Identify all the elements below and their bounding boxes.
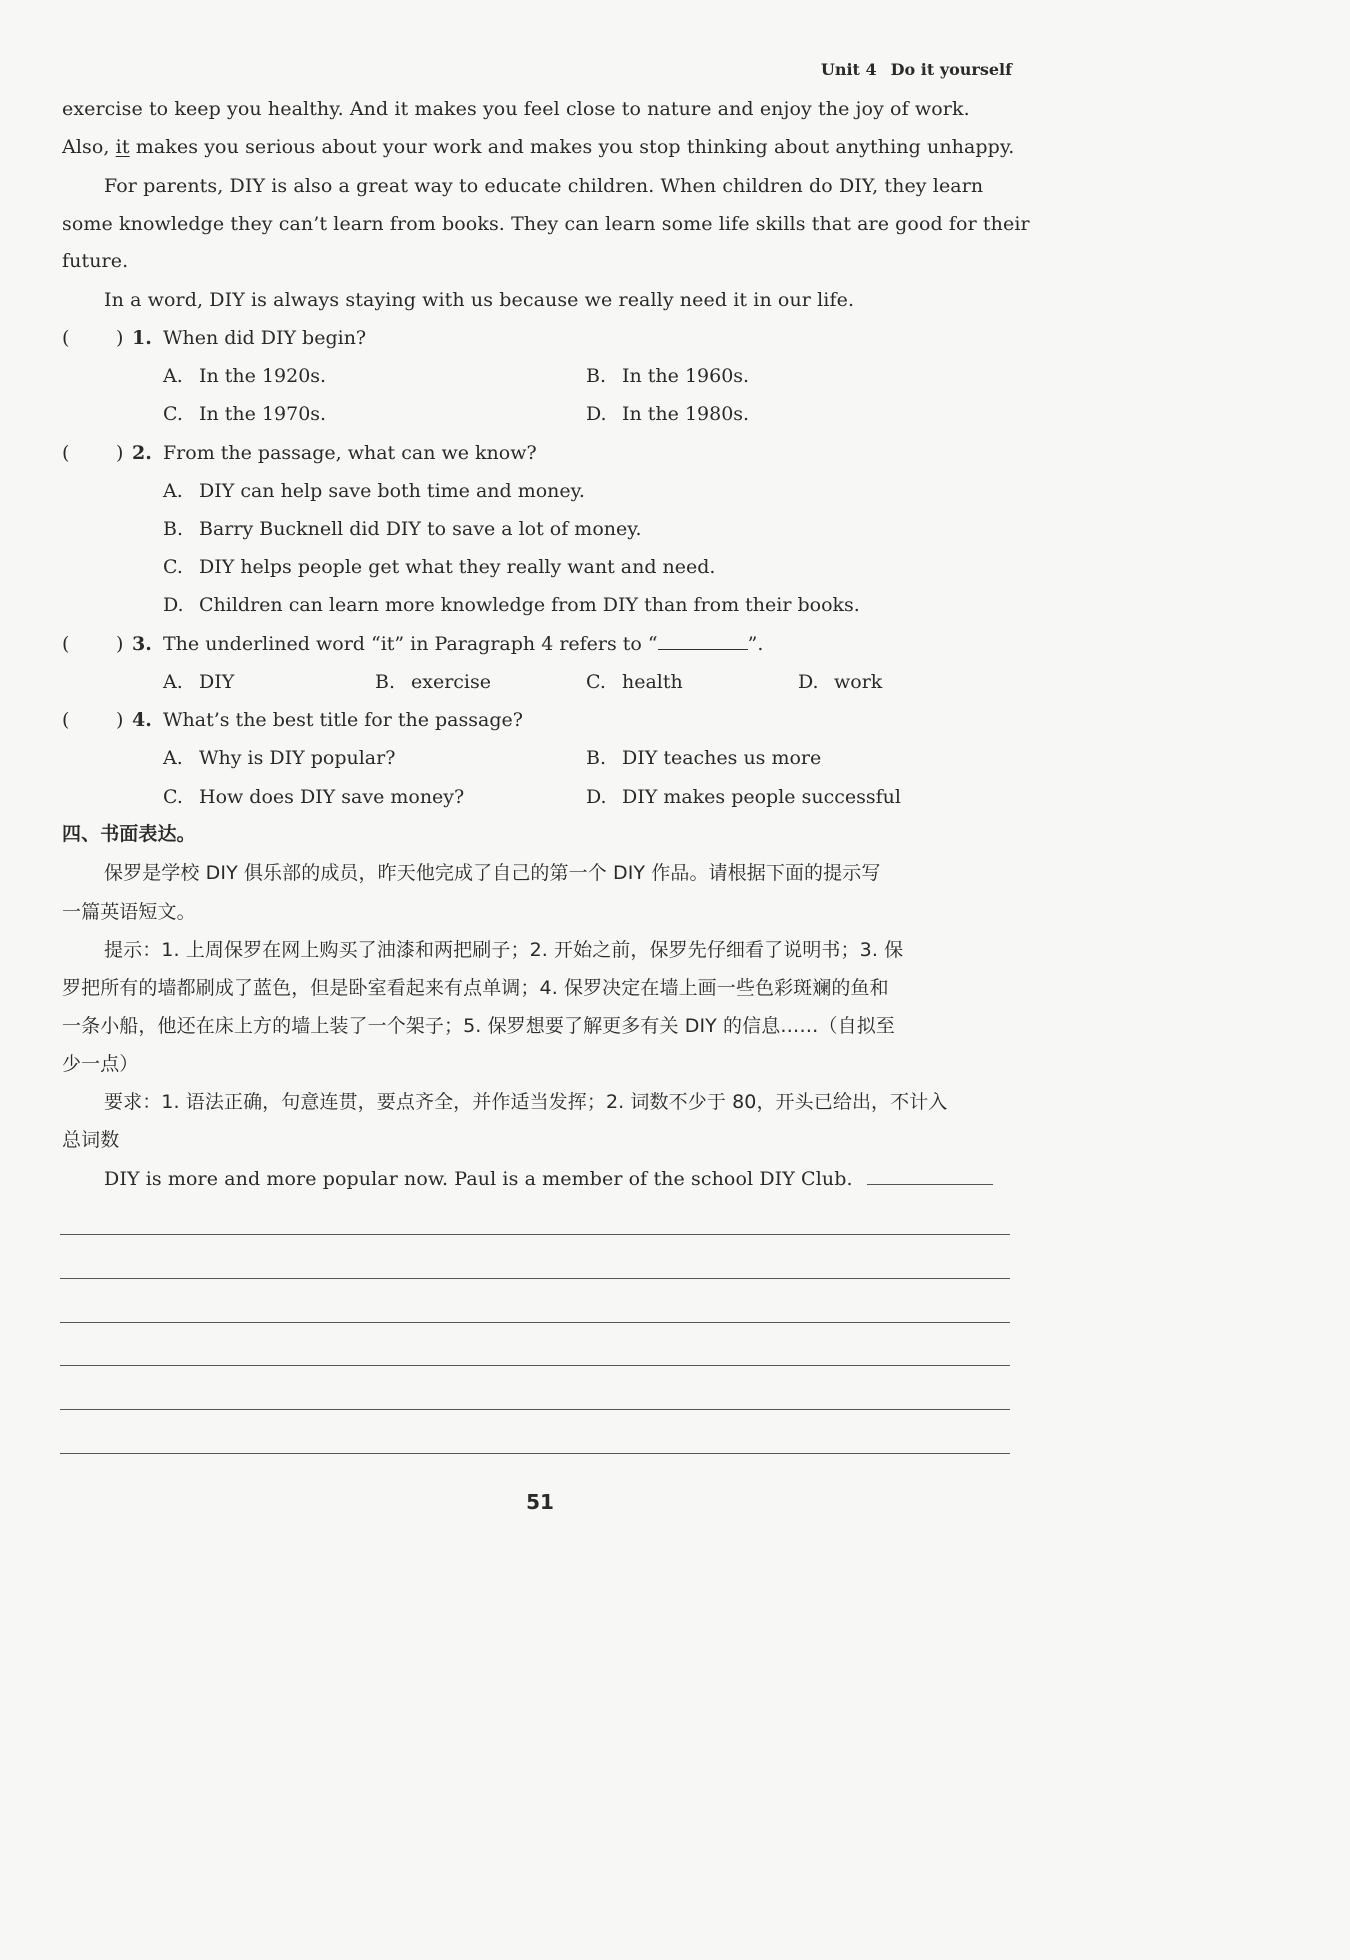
header-unit: Unit 4 — [820, 60, 877, 79]
writing-starter — [62, 1164, 1054, 1194]
answer-line[interactable] — [867, 1164, 993, 1185]
question-number: 2. — [132, 442, 152, 464]
option-letter: B. — [586, 365, 607, 387]
stem-text: The underlined word “it” in Paragraph 4 refers to “ — [163, 633, 658, 655]
passage-line: future. — [62, 250, 129, 272]
answer-line[interactable] — [60, 1365, 1010, 1366]
option-letter: B. — [586, 747, 607, 769]
option-text: DIY makes people successful — [622, 786, 901, 808]
writing-intro: 保罗是学校 DIY 俱乐部的成员，昨天他完成了自己的第一个 DIY 作品。请根据下面的提示写 — [104, 862, 881, 884]
answer-paren-right: ) — [116, 442, 124, 464]
passage-line — [62, 132, 1015, 162]
fill-blank[interactable] — [658, 631, 748, 650]
question-number: 1. — [132, 327, 152, 349]
option-letter: A. — [163, 480, 183, 502]
passage-text: makes you serious about your work and makes you stop thinking about anything unhappy. — [129, 136, 1015, 158]
passage-line: In a word, DIY is always staying with us because we really need it in our life. — [104, 289, 855, 311]
answer-paren-left[interactable]: ( — [62, 327, 70, 349]
option-2b — [163, 514, 641, 544]
writing-hint: 少一点） — [62, 1053, 139, 1075]
underlined-word: it — [115, 136, 130, 158]
option-text: Barry Bucknell did DIY to save a lot of money. — [199, 518, 642, 540]
option-letter: D. — [586, 403, 607, 425]
option-3b — [375, 667, 491, 697]
option-text: In the 1980s. — [622, 403, 750, 425]
section-title: 四、书面表达。 — [62, 823, 196, 845]
writing-intro: 一篇英语短文。 — [62, 901, 196, 923]
stem-text: ”. — [747, 633, 764, 655]
option-4c — [163, 782, 464, 812]
writing-hint: 罗把所有的墙都刷成了蓝色，但是卧室看起来有点单调；4. 保罗决定在墙上画一些色彩斑斓的鱼和 — [62, 977, 889, 999]
option-3c — [586, 667, 683, 697]
option-text: exercise — [411, 671, 491, 693]
option-letter: C. — [163, 403, 183, 425]
option-text: Why is DIY popular? — [199, 747, 396, 769]
answer-line[interactable] — [60, 1278, 1010, 1279]
question-stem — [163, 629, 763, 659]
writing-requirement: 总词数 — [62, 1129, 120, 1151]
answer-paren-right: ) — [116, 633, 124, 655]
passage-line: exercise to keep you healthy. And it makes you feel close to nature and enjoy the joy of work. — [62, 98, 970, 120]
passage-line: For parents, DIY is also a great way to educate children. When children do DIY, they learn — [104, 175, 984, 197]
passage-text: Also, — [62, 136, 116, 158]
page-header — [821, 60, 1012, 79]
answer-line[interactable] — [60, 1409, 1010, 1410]
option-letter: B. — [375, 671, 396, 693]
answer-paren-right: ) — [116, 709, 124, 731]
answer-line[interactable] — [60, 1453, 1010, 1454]
option-1d — [586, 399, 749, 429]
option-1b — [586, 361, 749, 391]
option-letter: C. — [163, 556, 183, 578]
starter-text: DIY is more and more popular now. Paul is a member of the school DIY Club. — [104, 1168, 853, 1190]
option-letter: B. — [163, 518, 184, 540]
answer-line[interactable] — [60, 1322, 1010, 1323]
option-text: Children can learn more knowledge from DIY than from their books. — [199, 594, 860, 616]
option-letter: A. — [163, 365, 183, 387]
writing-hint: 一条小船，他还在床上方的墙上装了一个架子；5. 保罗想要了解更多有关 DIY 的信息……（自拟至 — [62, 1015, 895, 1037]
option-1c — [163, 399, 326, 429]
answer-line[interactable] — [60, 1234, 1010, 1235]
option-text: health — [622, 671, 683, 693]
writing-requirement: 要求：1. 语法正确，句意连贯，要点齐全，并作适当发挥；2. 词数不少于 80，开头已给出，不计入 — [104, 1091, 948, 1113]
option-letter: C. — [586, 671, 606, 693]
question-stem: From the passage, what can we know? — [163, 442, 537, 464]
option-4d — [586, 782, 901, 812]
option-letter: D. — [163, 594, 184, 616]
answer-paren-right: ) — [116, 327, 124, 349]
option-2d — [163, 590, 860, 620]
option-letter: A. — [163, 671, 183, 693]
option-text: work — [834, 671, 883, 693]
option-3d — [798, 667, 882, 697]
option-2a — [163, 476, 585, 506]
option-text: How does DIY save money? — [199, 786, 465, 808]
option-2c — [163, 552, 715, 582]
option-letter: A. — [163, 747, 183, 769]
option-1a — [163, 361, 326, 391]
option-4a — [163, 743, 395, 773]
page-number: 51 — [526, 1490, 554, 1514]
option-text: In the 1970s. — [199, 403, 327, 425]
option-text: DIY teaches us more — [622, 747, 822, 769]
option-text: In the 1920s. — [199, 365, 327, 387]
header-title: Do it yourself — [890, 60, 1012, 79]
answer-paren-left[interactable]: ( — [62, 633, 70, 655]
option-text: In the 1960s. — [622, 365, 750, 387]
question-stem: What’s the best title for the passage? — [163, 709, 523, 731]
writing-hint: 提示：1. 上周保罗在网上购买了油漆和两把刷子；2. 开始之前，保罗先仔细看了说明书；3. 保 — [104, 939, 904, 961]
question-stem: When did DIY begin? — [163, 327, 367, 349]
option-letter: D. — [586, 786, 607, 808]
option-text: DIY — [199, 671, 235, 693]
answer-paren-left[interactable]: ( — [62, 709, 70, 731]
answer-paren-left[interactable]: ( — [62, 442, 70, 464]
option-3a — [163, 667, 234, 697]
passage-line: some knowledge they can’t learn from books. They can learn some life skills that are good for their — [62, 213, 1030, 235]
option-letter: C. — [163, 786, 183, 808]
question-number: 3. — [132, 633, 152, 655]
option-text: DIY helps people get what they really want and need. — [199, 556, 716, 578]
option-4b — [586, 743, 821, 773]
question-number: 4. — [132, 709, 152, 731]
option-text: DIY can help save both time and money. — [199, 480, 585, 502]
option-letter: D. — [798, 671, 819, 693]
